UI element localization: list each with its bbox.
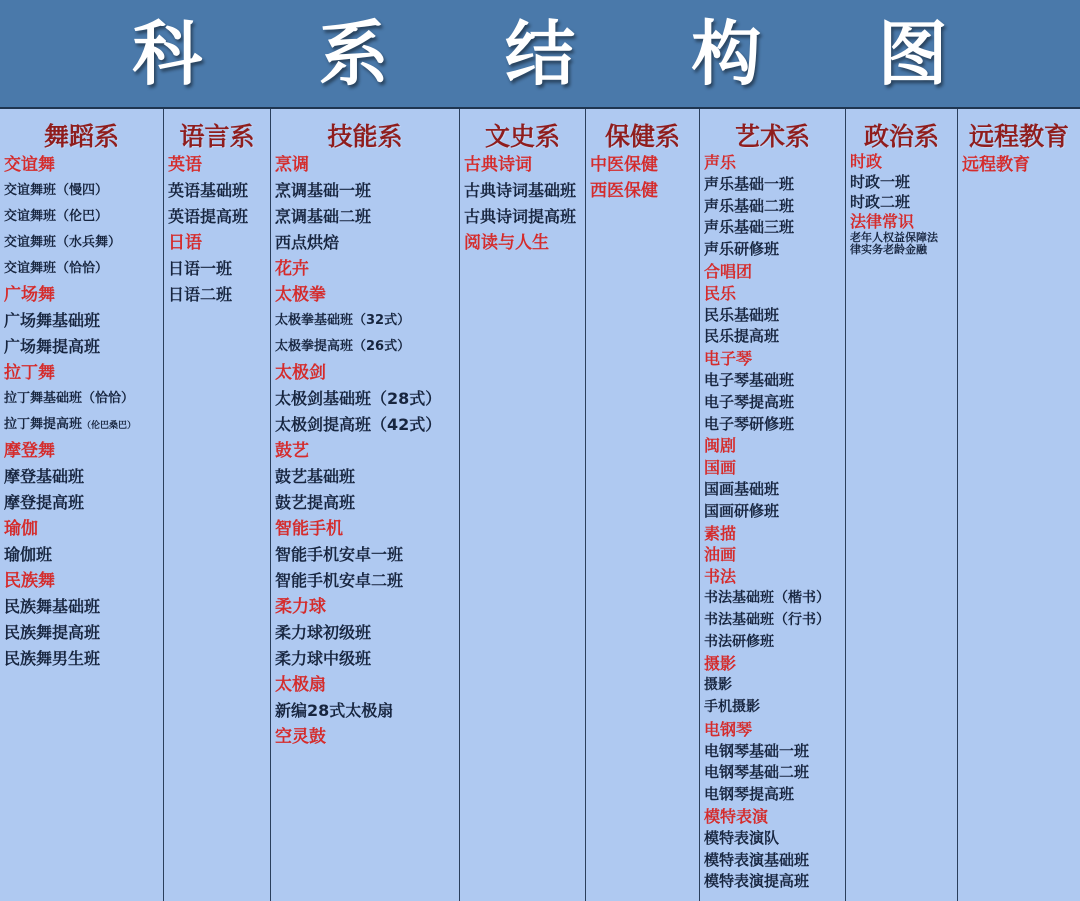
category-label bbox=[704, 348, 845, 370]
item-text: 民族舞男生班 bbox=[4, 649, 101, 668]
item-text: 柔力球中级班 bbox=[275, 649, 372, 668]
class-item bbox=[704, 632, 845, 654]
item-text: 模特表演 bbox=[704, 806, 769, 826]
category-label bbox=[704, 566, 845, 588]
class-item bbox=[704, 784, 845, 806]
class-item bbox=[4, 646, 163, 672]
category-label bbox=[4, 360, 163, 386]
item-text: 书法基础班（行书） bbox=[704, 611, 830, 628]
class-item bbox=[704, 414, 845, 436]
class-item bbox=[168, 178, 270, 204]
category-label bbox=[704, 719, 845, 741]
category-label bbox=[168, 230, 270, 256]
department-header: 政治系 bbox=[863, 122, 939, 151]
item-text: 太极扇 bbox=[275, 675, 326, 695]
item-text: 民族舞提高班 bbox=[4, 623, 101, 642]
item-text: 闽剧 bbox=[704, 436, 737, 456]
item-text: 民族舞基础班 bbox=[4, 597, 101, 616]
class-item bbox=[464, 178, 585, 204]
item-text: 拉丁舞提高班 bbox=[4, 417, 83, 432]
category-label bbox=[962, 152, 1080, 178]
item-text: 声乐 bbox=[704, 153, 737, 172]
class-item bbox=[704, 305, 845, 327]
class-item bbox=[168, 204, 270, 230]
item-text: 广场舞提高班 bbox=[4, 337, 101, 356]
category-label bbox=[850, 152, 957, 172]
item-text: 烹调基础二班 bbox=[275, 207, 372, 226]
course-list bbox=[962, 152, 1080, 178]
item-text: 新编28式太极扇 bbox=[275, 701, 394, 720]
item-text: 模特表演队 bbox=[704, 828, 780, 847]
course-list bbox=[4, 152, 163, 672]
category-label bbox=[850, 212, 957, 232]
category-label bbox=[275, 672, 459, 698]
class-item bbox=[704, 479, 845, 501]
class-item bbox=[704, 741, 845, 763]
column-language bbox=[164, 109, 271, 901]
item-text: 民乐基础班 bbox=[704, 305, 780, 324]
column-health bbox=[586, 109, 700, 901]
category-label bbox=[590, 152, 699, 178]
item-text: 民乐提高班 bbox=[704, 327, 780, 346]
item-text: 书法基础班（楷书） bbox=[704, 589, 830, 606]
category-label bbox=[4, 282, 163, 308]
item-text: 素描 bbox=[704, 523, 737, 543]
item-text: 电钢琴基础一班 bbox=[704, 741, 810, 760]
item-text: 柔力球初级班 bbox=[275, 623, 372, 642]
item-text: 古典诗词提高班 bbox=[464, 207, 577, 226]
page-title: 科 系 结 构 图 bbox=[132, 12, 994, 95]
item-text: 广场舞基础班 bbox=[4, 311, 101, 330]
category-label bbox=[275, 594, 459, 620]
item-text: 律实务老龄金融 bbox=[850, 243, 927, 256]
item-text: 油画 bbox=[704, 545, 737, 565]
item-text: 空灵鼓 bbox=[275, 727, 326, 747]
category-label bbox=[704, 152, 845, 174]
class-item bbox=[275, 204, 459, 230]
item-text: 鼓艺 bbox=[275, 441, 309, 461]
item-text: 电子琴提高班 bbox=[704, 392, 795, 411]
class-item bbox=[704, 828, 845, 850]
department-header: 文史系 bbox=[484, 122, 560, 151]
item-text: 国画基础班 bbox=[704, 479, 780, 498]
item-text: 时政一班 bbox=[850, 173, 911, 191]
category-label bbox=[704, 435, 845, 457]
item-text: 声乐基础一班 bbox=[704, 174, 795, 193]
item-text: 英语 bbox=[168, 155, 202, 175]
class-item bbox=[275, 620, 459, 646]
item-text: 书法 bbox=[704, 567, 737, 587]
category-label bbox=[275, 256, 459, 282]
class-item bbox=[850, 172, 957, 192]
item-text: 手机摄影 bbox=[704, 698, 760, 715]
item-text: 声乐基础三班 bbox=[704, 218, 795, 237]
course-list bbox=[704, 152, 845, 893]
item-text: 时政二班 bbox=[850, 193, 911, 211]
class-item bbox=[275, 386, 459, 412]
class-item bbox=[704, 239, 845, 261]
category-label bbox=[704, 806, 845, 828]
item-text: 智能手机安卓二班 bbox=[275, 571, 404, 590]
item-text: 民乐 bbox=[704, 283, 737, 303]
item-text: 摩登提高班 bbox=[4, 493, 85, 512]
item-text: 书法研修班 bbox=[704, 633, 774, 650]
item-text: 太极剑 bbox=[275, 363, 326, 383]
item-text: 摄影 bbox=[704, 677, 732, 694]
class-item bbox=[4, 334, 163, 360]
column-literature-history bbox=[460, 109, 586, 901]
department-header: 远程教育 bbox=[968, 122, 1069, 151]
item-text: 法律常识 bbox=[850, 212, 915, 231]
category-label bbox=[4, 438, 163, 464]
class-item bbox=[704, 762, 845, 784]
column-politics bbox=[846, 109, 958, 901]
class-item bbox=[275, 464, 459, 490]
course-list bbox=[464, 152, 585, 256]
class-item bbox=[704, 392, 845, 414]
class-item bbox=[4, 412, 163, 438]
item-text: 西点烘焙 bbox=[275, 233, 340, 252]
item-text: 交谊舞班（慢四） bbox=[4, 183, 109, 198]
class-item bbox=[4, 256, 163, 282]
class-item bbox=[704, 196, 845, 218]
item-text: 合唱团 bbox=[704, 261, 753, 281]
item-text: 瑜伽班 bbox=[4, 545, 53, 564]
class-item bbox=[704, 871, 845, 893]
item-text: 电钢琴基础二班 bbox=[704, 763, 810, 782]
item-text: 远程教育 bbox=[962, 155, 1030, 175]
item-text: 电子琴 bbox=[704, 349, 753, 369]
column-skill bbox=[271, 109, 460, 901]
item-text: 鼓艺提高班 bbox=[275, 493, 356, 512]
course-list bbox=[168, 152, 270, 308]
category-label bbox=[704, 653, 845, 675]
item-text: 交谊舞 bbox=[4, 155, 55, 175]
item-text: 智能手机安卓一班 bbox=[275, 545, 404, 564]
item-text: 模特表演提高班 bbox=[704, 872, 810, 891]
class-item bbox=[4, 490, 163, 516]
class-item bbox=[275, 230, 459, 256]
item-text: 太极拳 bbox=[275, 285, 326, 305]
category-label bbox=[275, 360, 459, 386]
column-remote-education bbox=[958, 109, 1080, 901]
class-item bbox=[704, 697, 845, 719]
item-text: 古典诗词 bbox=[464, 155, 532, 175]
class-item bbox=[704, 217, 845, 239]
category-label bbox=[168, 152, 270, 178]
class-item bbox=[275, 698, 459, 724]
class-item bbox=[704, 610, 845, 632]
item-text: 国画研修班 bbox=[704, 501, 780, 520]
item-text: 中医保健 bbox=[590, 155, 658, 175]
item-text: 交谊舞班（伦巴） bbox=[4, 209, 109, 224]
class-item bbox=[168, 282, 270, 308]
class-item bbox=[4, 386, 163, 412]
class-item bbox=[4, 464, 163, 490]
department-header: 保健系 bbox=[604, 122, 680, 151]
item-text: 太极剑提高班（42式） bbox=[275, 415, 442, 434]
class-item bbox=[275, 646, 459, 672]
item-text: 日语 bbox=[168, 233, 202, 253]
item-text: 英语基础班 bbox=[168, 181, 249, 200]
item-suffix: （伦巴桑巴） bbox=[82, 421, 137, 431]
item-text: 瑜伽 bbox=[4, 519, 38, 539]
item-text: 民族舞 bbox=[4, 571, 55, 591]
item-text: 日语一班 bbox=[168, 259, 233, 278]
item-text: 摄影 bbox=[704, 654, 737, 674]
class-item bbox=[850, 244, 957, 256]
course-list bbox=[590, 152, 699, 204]
item-text: 时政 bbox=[850, 152, 883, 171]
category-label bbox=[4, 568, 163, 594]
item-text: 烹调 bbox=[275, 155, 309, 175]
item-text: 交谊舞班（水兵舞） bbox=[4, 235, 122, 250]
category-label bbox=[704, 523, 845, 545]
item-text: 声乐研修班 bbox=[704, 240, 780, 259]
class-item bbox=[4, 178, 163, 204]
item-text: 摩登基础班 bbox=[4, 467, 85, 486]
item-text: 老年人权益保障法 bbox=[850, 231, 938, 244]
item-text: 电钢琴提高班 bbox=[704, 785, 795, 804]
item-text: 烹调基础一班 bbox=[275, 181, 372, 200]
item-text: 智能手机 bbox=[275, 519, 343, 539]
department-header: 舞蹈系 bbox=[43, 122, 119, 151]
category-label bbox=[275, 516, 459, 542]
class-item bbox=[275, 178, 459, 204]
item-text: 西医保健 bbox=[590, 181, 658, 201]
item-text: 鼓艺基础班 bbox=[275, 467, 356, 486]
class-item bbox=[704, 326, 845, 348]
item-text: 交谊舞班（恰恰） bbox=[4, 261, 109, 276]
item-text: 古典诗词基础班 bbox=[464, 181, 577, 200]
category-label bbox=[704, 544, 845, 566]
column-art bbox=[700, 109, 846, 901]
class-item bbox=[704, 675, 845, 697]
item-text: 拉丁舞基础班（恰恰） bbox=[4, 391, 135, 406]
class-item bbox=[275, 412, 459, 438]
item-text: 摩登舞 bbox=[4, 441, 55, 461]
item-text: 电钢琴 bbox=[704, 719, 753, 739]
item-text: 模特表演基础班 bbox=[704, 850, 810, 869]
course-list bbox=[275, 152, 459, 750]
category-label bbox=[704, 283, 845, 305]
class-item bbox=[4, 308, 163, 334]
item-text: 太极拳基础班（32式） bbox=[275, 313, 411, 328]
category-label bbox=[4, 152, 163, 178]
item-text: 国画 bbox=[704, 458, 737, 478]
class-item bbox=[704, 588, 845, 610]
category-label bbox=[704, 457, 845, 479]
item-text: 柔力球 bbox=[275, 597, 326, 617]
class-item bbox=[4, 620, 163, 646]
class-item bbox=[275, 490, 459, 516]
class-item bbox=[4, 594, 163, 620]
category-label bbox=[4, 516, 163, 542]
class-item bbox=[704, 174, 845, 196]
category-label bbox=[464, 152, 585, 178]
class-item bbox=[464, 204, 585, 230]
category-label bbox=[590, 178, 699, 204]
title-banner bbox=[0, 0, 1080, 107]
category-label bbox=[275, 282, 459, 308]
item-text: 广场舞 bbox=[4, 285, 55, 305]
item-text: 日语二班 bbox=[168, 285, 233, 304]
department-header: 语言系 bbox=[179, 122, 255, 151]
class-item bbox=[275, 334, 459, 360]
item-text: 拉丁舞 bbox=[4, 363, 55, 383]
category-label bbox=[704, 261, 845, 283]
category-label bbox=[464, 230, 585, 256]
department-header: 技能系 bbox=[327, 122, 403, 151]
class-item bbox=[704, 850, 845, 872]
class-item bbox=[704, 501, 845, 523]
class-item bbox=[4, 542, 163, 568]
category-label bbox=[275, 438, 459, 464]
class-item bbox=[275, 568, 459, 594]
item-text: 电子琴研修班 bbox=[704, 414, 795, 433]
class-item bbox=[4, 204, 163, 230]
column-dance bbox=[0, 109, 164, 901]
item-text: 阅读与人生 bbox=[464, 233, 549, 253]
class-item bbox=[168, 256, 270, 282]
department-columns bbox=[0, 107, 1080, 901]
item-text: 声乐基础二班 bbox=[704, 196, 795, 215]
course-list bbox=[850, 152, 957, 256]
class-item bbox=[704, 370, 845, 392]
item-text: 花卉 bbox=[275, 259, 309, 279]
item-text: 电子琴基础班 bbox=[704, 370, 795, 389]
class-item bbox=[275, 542, 459, 568]
item-text: 英语提高班 bbox=[168, 207, 249, 226]
class-item bbox=[4, 230, 163, 256]
class-item bbox=[275, 308, 459, 334]
department-header: 艺术系 bbox=[734, 122, 810, 151]
item-text: 太极剑基础班（28式） bbox=[275, 389, 442, 408]
category-label bbox=[275, 152, 459, 178]
category-label bbox=[275, 724, 459, 750]
class-item bbox=[850, 192, 957, 212]
item-text: 太极拳提高班（26式） bbox=[275, 339, 411, 354]
